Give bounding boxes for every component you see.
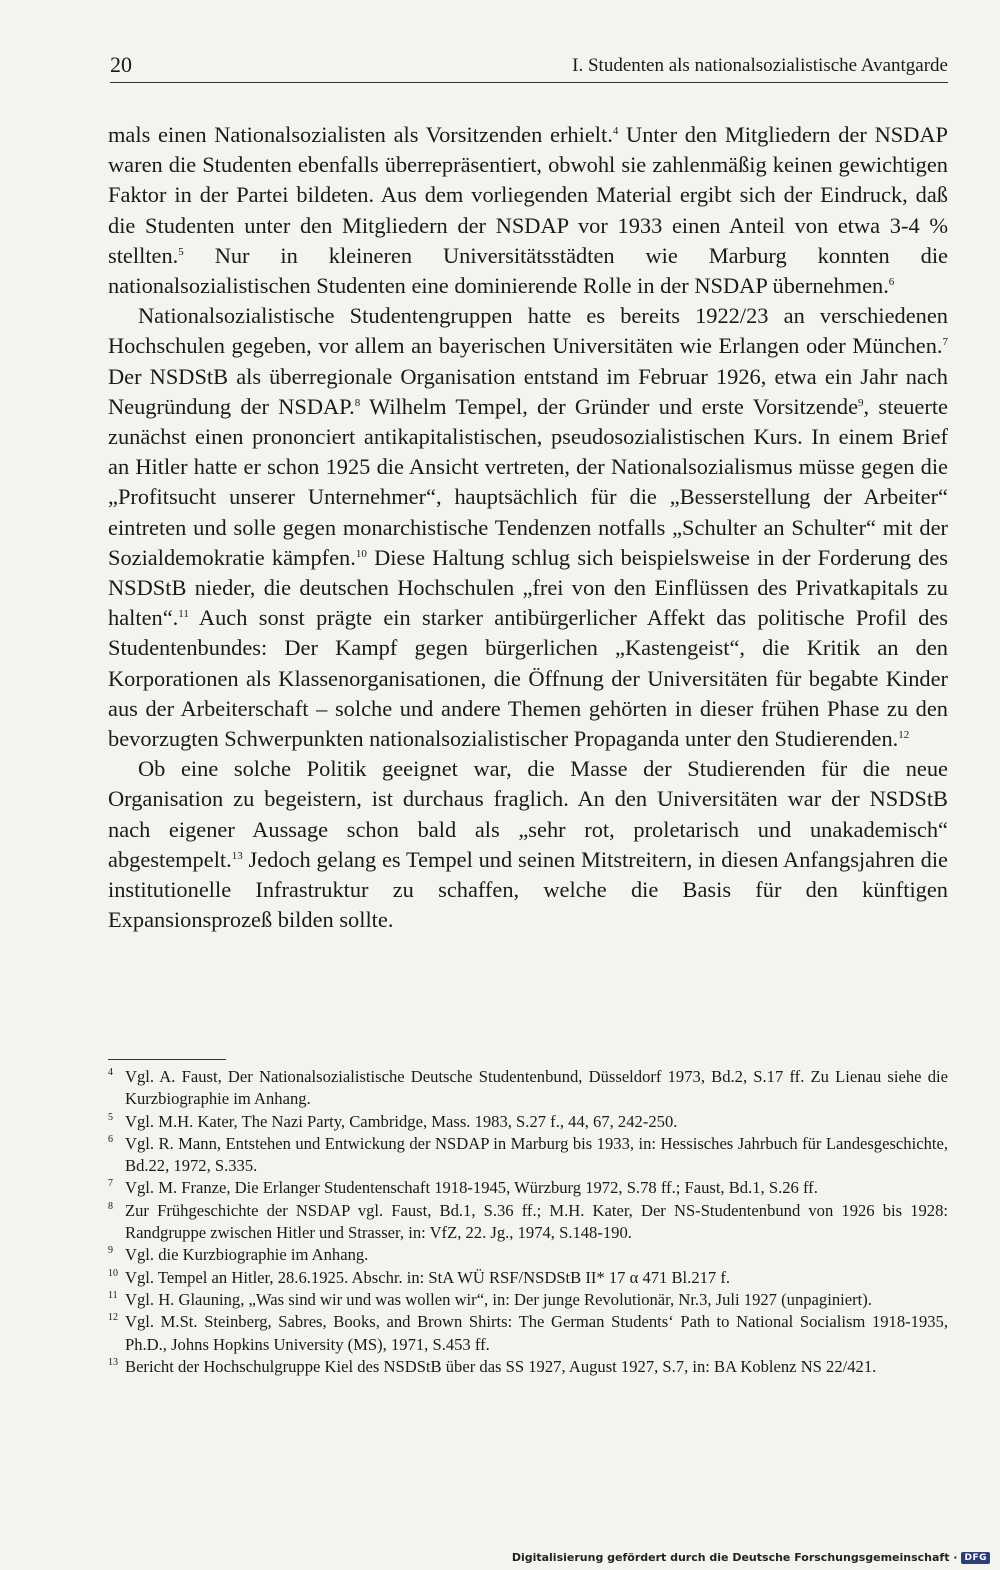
footnote-number: 12 (108, 1312, 118, 1324)
footnote (108, 1356, 948, 1378)
footnote (108, 1200, 948, 1245)
footnote-number: 10 (108, 1267, 118, 1279)
footnote-number: 5 (108, 1111, 113, 1123)
dfg-logo: DFG (961, 1552, 990, 1564)
footnote-marker[interactable]: 11 (178, 608, 189, 621)
page-number: 20 (110, 52, 132, 77)
footnote-text: Vgl. M.St. Steinberg, Sabres, Books, and Brown Shirts: The German Students‘ Path to National Socialism 1918-1935, Ph.D., Johns Hopkins University (MS), 1971, S.453 ff. (125, 1312, 948, 1354)
footnote-number: 9 (108, 1245, 113, 1257)
text-segment: mals einen Nationalsozialisten als Vorsitzenden erhielt. (108, 122, 613, 147)
digitization-credit: Digitalisierung gefördert durch die Deutsche Forschungsgemeinschaft · (511, 1551, 958, 1564)
header-rule (110, 82, 948, 83)
footnote-rule (108, 1059, 226, 1060)
footnote (108, 1267, 948, 1289)
footnote-text: Vgl. M.H. Kater, The Nazi Party, Cambridge, Mass. 1983, S.27 f., 44, 67, 242-250. (125, 1111, 678, 1131)
footnote-number: 8 (108, 1200, 113, 1212)
footnote-text: Vgl. A. Faust, Der Nationalsozialistische Deutsche Studentenbund, Düsseldorf 1973, Bd.2, S.17 ff. Zu Lienau siehe die Kurzbiographie im Anhang. (125, 1067, 948, 1109)
footnote-number: 6 (108, 1133, 113, 1145)
paragraph (108, 754, 948, 935)
running-title: I. Studenten als nationalsozialistische Avantgarde (572, 55, 948, 76)
footnote (108, 1244, 948, 1266)
footnote-marker[interactable]: 4 (612, 125, 619, 137)
footnote-number: 13 (108, 1356, 118, 1368)
footnote (108, 1066, 948, 1111)
footnote (108, 1133, 948, 1178)
footnote-marker[interactable]: 5 (178, 245, 184, 258)
text-segment: Wilhelm Tempel, der Gründer und erste Vorsitzende (360, 393, 859, 419)
footnote-marker[interactable]: 13 (231, 849, 243, 862)
text-segment: Diese Haltung schlug sich beispielsweise in der Forderung des NSDStB nieder, die deutschen Hochschulen „frei von den Einflüssen des Privatkapitals zu halten“. (108, 544, 948, 631)
footnote-text: Bericht der Hochschulgruppe Kiel des NSDStB über das SS 1927, August 1927, S.7, in: BA Koblenz NS 22/421. (125, 1356, 877, 1376)
footer-credit (512, 1551, 990, 1564)
text-segment: , steuerte zunächst einen prononciert antikapitalistischen, pseudosozialistischen Kurs. In einem Brief an Hitler hatte er schon 1925 die Ansicht vertreten, der Nationalsozialismus müsse gegen die „Profitsucht unserer Unternehmer“, hauptsächlich für die „Besserstellung der Arbeiter“ eintreten und solle gegen monarchistische Tendenzen notfalls „Schulter an Schulter“ mit der Sozialdemokratie kämpfen. (108, 393, 948, 570)
text-segment: Unter den Mitgliedern der NSDAP waren die Studenten ebenfalls überrepräsentiert, obwohl sie zahlenmäßig keinen gewichtigen Faktor in der Partei bildeten. Aus dem vorliegenden Material ergibt sich der Eindruck, daß die Studenten unter den Mitgliedern der NSDAP vor 1933 einen Anteil von etwa 3-4 % stellten. (108, 122, 949, 268)
footnote-text: Vgl. R. Mann, Entstehen und Entwickung der NSDAP in Marburg bis 1933, in: Hessisches Jahrbuch für Landesgeschichte, Bd.22, 1972, S.335. (125, 1133, 948, 1176)
footnote-text: Zur Frühgeschichte der NSDAP vgl. Faust, Bd.1, S.36 ff.; M.H. Kater, Der NS-Studentenbund von 1926 bis 1928: Randgruppe zwischen Hitler und Strasser, in: VfZ, 22. Jg., 1974, S.148-190. (125, 1200, 948, 1243)
footnote-marker[interactable]: 10 (355, 547, 367, 560)
footnotes (108, 1066, 948, 1378)
footnote-text: Vgl. die Kurzbiographie im Anhang. (125, 1245, 369, 1265)
text-segment: Nationalsozialistische Studentengruppen hatte es bereits 1922/23 an verschiedenen Hochschulen gegeben, vor allem an bayerischen Universitäten wie Erlangen oder München. (108, 303, 948, 359)
footnote-marker[interactable]: 8 (354, 396, 361, 409)
footnote (108, 1111, 948, 1133)
footnote-marker[interactable]: 12 (898, 729, 910, 742)
footnote-marker[interactable]: 7 (942, 336, 948, 349)
text-segment: Nur in kleineren Universitätsstädten wie Marburg konnten die nationalsozialistischen Studenten eine dominierende Rolle in der NSDAP übernehmen. (108, 242, 948, 299)
paragraph (108, 120, 948, 301)
footnote (108, 1177, 948, 1199)
footnote-text: Vgl. M. Franze, Die Erlanger Studentenschaft 1918-1945, Würzburg 1972, S.78 ff.; Faust, Bd.1, S.26 ff. (125, 1178, 818, 1198)
footnote-marker[interactable]: 6 (888, 276, 895, 289)
footnote-number: 11 (108, 1289, 118, 1301)
footnote-number: 4 (108, 1067, 113, 1078)
footnote-text: Vgl. H. Glauning, „Was sind wir und was wollen wir“, in: Der junge Revolutionär, Nr.3, Juli 1927 (unpaginiert). (125, 1289, 872, 1309)
paragraph (108, 301, 948, 754)
text-segment: Jedoch gelang es Tempel und seinen Mitstreitern, in diesen Anfangsjahren die institutionelle Infrastruktur zu schaffen, welche die Basis für den künftigen Expansionsprozeß bilden sollte. (108, 846, 948, 933)
text-segment: Auch sonst prägte ein starker antibürgerlicher Affekt das politische Profil des Studentenbundes: Der Kampf gegen bürgerlichen „Kastengeist“, die Kritik an den Korporationen als Klassenorganisationen, die Öffnung der Universitäten für begabte Kinder aus der Arbeiterschaft – solche und andere Themen gehörten in dieser frühen Phase zu den bevorzugten Schwerpunkten nationalsozialistischer Propaganda unter den Studierenden. (108, 605, 948, 752)
footnote-number: 7 (108, 1178, 113, 1190)
body-text (108, 120, 948, 935)
footnote (108, 1311, 948, 1356)
footnote (108, 1289, 948, 1311)
text-segment: Der NSDStB als überregionale Organisation entstand im Februar 1926, etwa ein Jahr nach Neugründung der NSDAP. (108, 363, 948, 419)
footnote-text: Vgl. Tempel an Hitler, 28.6.1925. Abschr. in: StA WÜ RSF/NSDStB II* 17 α 471 Bl.217 f. (125, 1267, 731, 1287)
text-segment: Ob eine solche Politik geeignet war, die Masse der Studierenden für die neue Organisation zu begeistern, ist durchaus fraglich. An den Universitäten war der NSDStB nach eigener Aussage schon bald als „sehr rot, proletarisch und unakademisch“ abgestempelt. (108, 756, 948, 872)
page-header (110, 52, 948, 82)
footnote-marker[interactable]: 9 (858, 396, 864, 409)
